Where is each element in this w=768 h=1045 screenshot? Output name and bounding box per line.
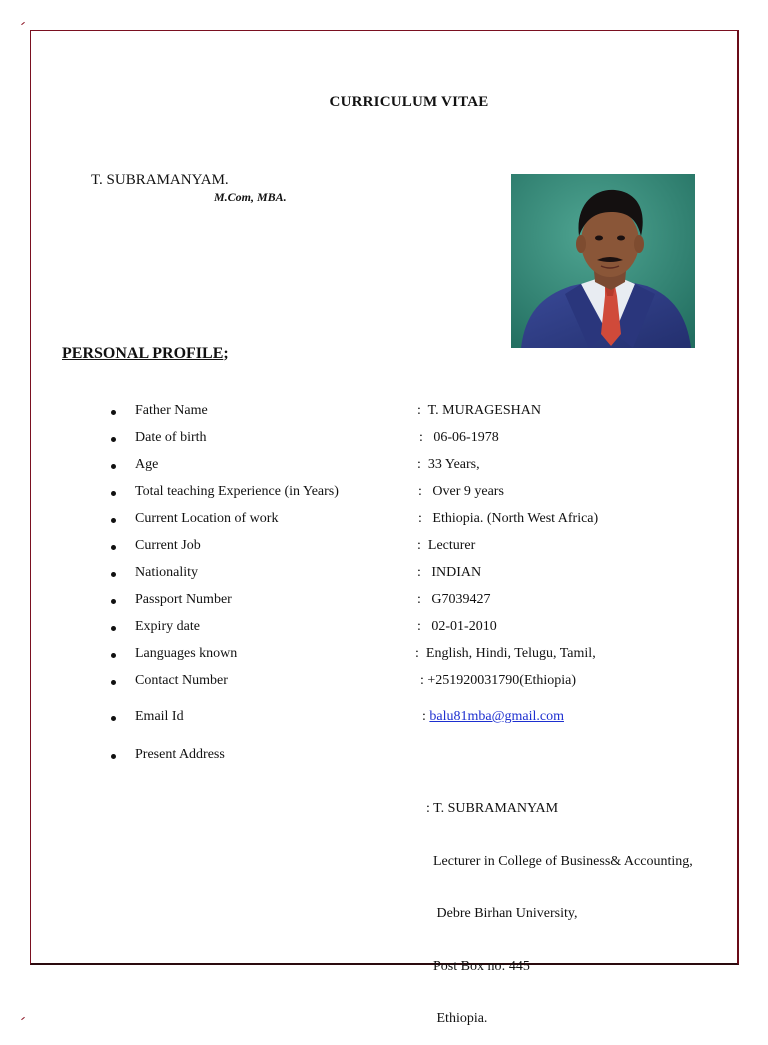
profile-label: Languages known [135,646,238,661]
address-line: Post Box no: 445 [426,958,530,974]
profile-photo [511,174,695,348]
section-heading-suffix: ; [223,345,229,362]
bullet-icon [111,410,116,415]
profile-label: Current Location of work [135,511,279,526]
profile-photo-image [511,174,695,348]
profile-row [0,457,768,477]
email-value [422,709,564,725]
section-heading [62,345,229,363]
bullet-icon [111,464,116,469]
candidate-qualifications: M.Com, MBA. [214,190,287,204]
bullet-icon [111,491,116,496]
bullet-icon [111,545,116,550]
corner-mark [21,1017,25,1020]
profile-label: Passport Number [135,592,232,607]
profile-label: Date of birth [135,430,207,445]
profile-label: Expiry date [135,619,200,634]
address-line: Debre Birhan University, [426,906,578,921]
profile-value: : English, Hindi, Telugu, Tamil, [415,646,596,661]
email-prefix: : [422,709,430,724]
profile-label: Contact Number [135,673,228,688]
profile-row [0,511,768,531]
profile-row [0,565,768,585]
profile-label: Total teaching Experience (in Years) [135,484,339,499]
email-label: Email Id [135,709,184,724]
profile-value: : Ethiopia. (North West Africa) [418,511,599,526]
profile-row [0,484,768,504]
profile-label: Age [135,457,159,472]
present-address [426,765,693,1045]
profile-value: : T. MURAGESHAN [417,403,541,418]
bullet-icon [111,653,116,658]
profile-row [0,619,768,639]
profile-value: : 02-01-2010 [417,619,497,634]
profile-label: Nationality [135,565,198,580]
bullet-icon [111,437,116,442]
profile-label: Current Job [135,538,201,553]
profile-row [0,673,768,693]
email-link[interactable]: balu81mba@gmail.com [429,709,564,724]
section-heading-text: PERSONAL PROFILE [62,345,224,362]
bullet-icon [111,680,116,685]
address-row [0,747,768,767]
candidate-name: T. SUBRAMANYAM. [91,172,229,188]
profile-row [0,592,768,612]
address-line: Ethiopia. [426,1011,488,1026]
email-row [0,709,768,729]
bullet-icon [111,754,116,759]
bullet-icon [111,572,116,577]
profile-value: : INDIAN [417,565,482,580]
profile-value: : G7039427 [417,592,491,607]
profile-row [0,430,768,450]
document-title: CURRICULUM VITAE [329,94,489,110]
bullet-icon [111,599,116,604]
corner-mark [21,22,25,25]
address-line: Lecturer in College of Business& Accounting, [426,853,693,869]
bullet-icon [111,716,116,721]
profile-row [0,646,768,666]
profile-row [0,538,768,558]
bullet-icon [111,518,116,523]
profile-value: : Lecturer [417,538,476,553]
profile-value: : Over 9 years [418,484,504,499]
address-line: : T. SUBRAMANYAM [426,801,559,816]
address-label: Present Address [135,747,225,762]
profile-label: Father Name [135,403,208,418]
profile-value: : 33 Years, [417,457,480,472]
profile-row [0,403,768,423]
bullet-icon [111,626,116,631]
profile-value: : 06-06-1978 [419,430,499,445]
profile-value: : +251920031790(Ethiopia) [420,673,577,688]
